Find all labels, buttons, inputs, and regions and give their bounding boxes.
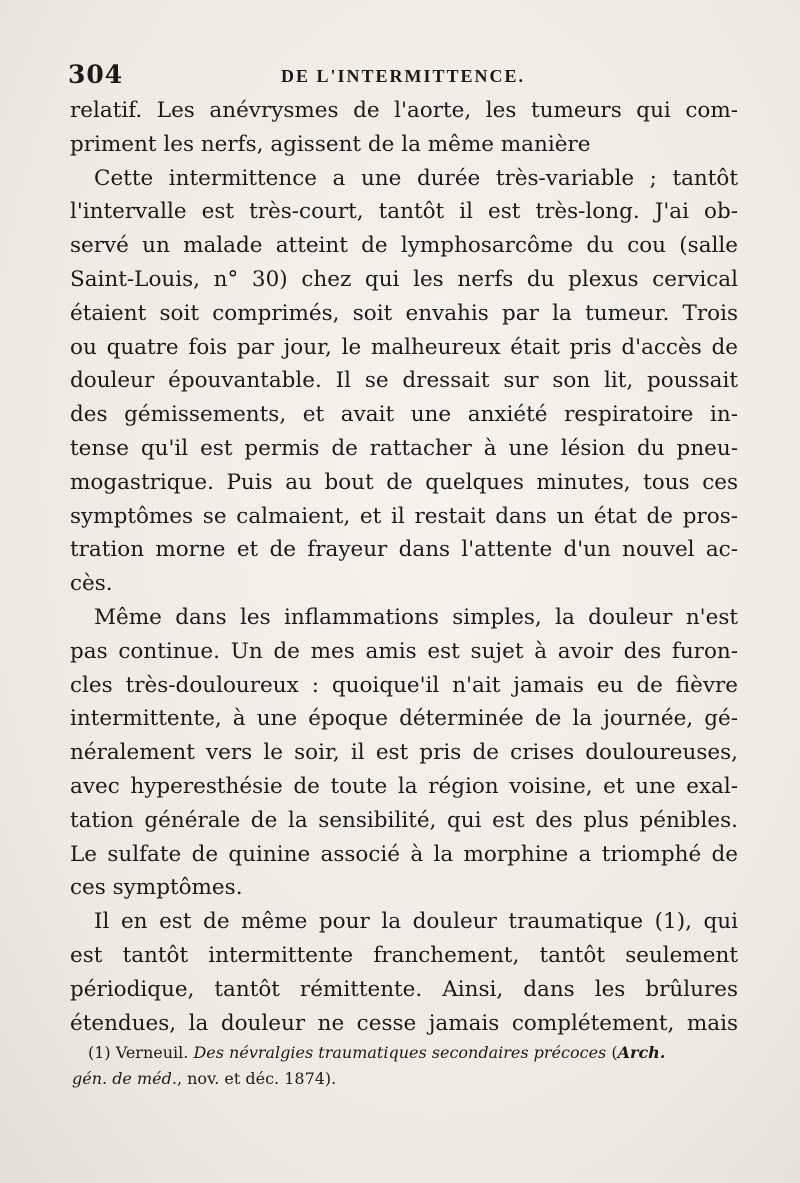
text-line: Saint-Louis, n° 30) chez qui les nerfs du plexus cervical [70, 266, 738, 292]
text-line: tation générale de la sensibilité, qui est des plus pénibles. [70, 807, 738, 833]
footnote-title: Des névralgies traumatiques secondaires précoces [188, 1043, 607, 1062]
text-line: pas continue. Un de mes amis est sujet à avoir des furon- [70, 638, 738, 664]
page-number: 304 [68, 60, 124, 89]
text-line: Il en est de même pour la douleur traumatique (1), qui [94, 909, 738, 935]
text-line: est tantôt intermittente franchement, tantôt seulement [70, 942, 738, 968]
page-header [68, 60, 738, 92]
text-line: étendues, la douleur ne cesse jamais complétement, mais [70, 1010, 738, 1036]
text-line: périodique, tantôt rémittente. Ainsi, dans les brûlures [70, 976, 738, 1002]
footnote-line [72, 1040, 742, 1066]
footnote-marker: (1) [88, 1043, 116, 1062]
text-line: mogastrique. Puis au bout de quelques minutes, tous ces [70, 469, 738, 495]
text-line: tense qu'il est permis de rattacher à une lésion du pneu- [70, 435, 738, 461]
text-line: Même dans les inflammations simples, la douleur n'est [94, 604, 738, 630]
text-line: servé un malade atteint de lymphosarcôme du cou (salle [70, 233, 738, 259]
text-line: tration morne et de frayeur dans l'attente d'un nouvel ac- [70, 537, 738, 563]
footnote-date: , nov. et déc. 1874). [176, 1069, 337, 1088]
text-line: Le sulfate de quinine associé à la morphine a triomphé de [70, 841, 738, 867]
footnote-journal-abbrev: Arch. [617, 1043, 666, 1062]
text-line: avec hyperesthésie de toute la région voisine, et une exal- [70, 773, 738, 799]
text-line: étaient soit comprimés, soit envahis par la tumeur. Trois [70, 300, 738, 326]
footnote-open-paren: ( [606, 1043, 618, 1062]
text-line: cès. [70, 571, 113, 597]
text-line: cles très-douloureux : quoique'il n'ait jamais eu de fièvre [70, 672, 738, 698]
footnote-author: Verneuil. [115, 1043, 189, 1062]
text-line: intermittente, à une époque déterminée de la journée, gé- [70, 706, 738, 732]
text-line: priment les nerfs, agissent de la même manière [70, 131, 591, 157]
text-line: ou quatre fois par jour, le malheureux était pris d'accès de [70, 334, 738, 360]
text-line: relatif. Les anévrysmes de l'aorte, les tumeurs qui com- [70, 98, 738, 123]
text-line: néralement vers le soir, il est pris de crises douloureuses, [70, 740, 738, 766]
footnote [72, 1040, 742, 1092]
running-head: DE L'INTERMITTENCE. [280, 66, 526, 86]
footnote-line [72, 1066, 742, 1092]
text-line: Cette intermittence a une durée très-variable ; tantôt [94, 165, 738, 191]
text-line: symptômes se calmaient, et il restait dans un état de pros- [70, 503, 738, 529]
text-line: des gémissements, et avait une anxiété respiratoire in- [70, 402, 738, 428]
body-text [70, 94, 738, 1040]
text-line: ces symptômes. [70, 875, 243, 901]
text-line: l'intervalle est très-court, tantôt il est très-long. J'ai ob- [70, 199, 738, 225]
footnote-journal: gén. de méd. [72, 1069, 177, 1088]
text-line: douleur épouvantable. Il se dressait sur son lit, poussait [70, 368, 738, 394]
